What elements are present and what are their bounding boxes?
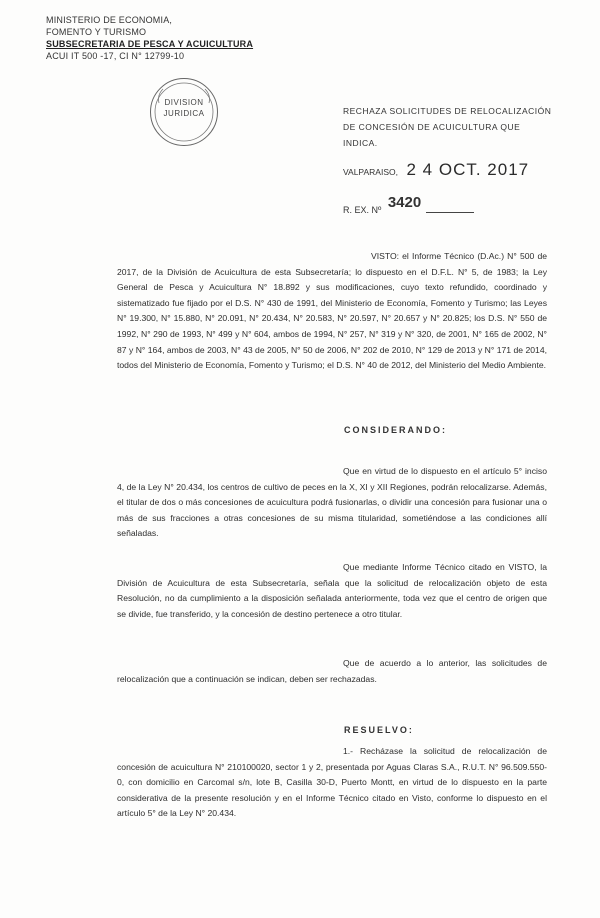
resolution-prefix: R. EX. Nº (343, 205, 382, 215)
stamp-line-1: DIVISION (164, 98, 204, 107)
date-line (343, 160, 529, 180)
considerando-paragraph-3: Que de acuerdo a lo anterior, las solicitudes de relocalización que a continuación se indican, deben ser rechazadas. (117, 658, 547, 684)
ministry-line: MINISTERIO DE ECONOMIA, (46, 15, 173, 25)
considerando-paragraph-1: Que en virtud de lo dispuesto en el artículo 5° inciso 4, de la Ley N° 20.434, los centros de cultivo de peces en la X, XI y XII Regiones, podrán relocalizarse. Además, el titular de dos o más concesiones de acuicultura podrá fusionarlas, o dividir una concesión para fusionar una o más de sus fracciones a otras concesiones de su misma titularidad, sometiéndose a las condiciones allí señaladas. (117, 466, 547, 539)
stamp-text (151, 97, 217, 119)
subsecretaria-line: SUBSECRETARIA DE PESCA Y ACUICULTURA (46, 39, 254, 49)
resuelvo-paragraph-1: 1.- Recházase la solicitud de relocalización de concesión de acuicultura N° 210100020, sector 1 y 2, presentada por Aguas Claras S.A., R.U.T. N° 96.509.550-0, con domicilio en Carcomal s/n, lote B, Casilla 30-D, Puerto Montt, en virtud de lo dispuesto en la parte considerativa de la presente resolución y en el Informe Técnico citado en Visto, conforme lo dispuesto en el artículo 5° de la Ley N° 20.434. (117, 746, 547, 819)
resolution-underline (426, 212, 474, 213)
resolution-number (343, 194, 474, 217)
resolution-value: 3420 (387, 194, 422, 211)
division-juridica-stamp (150, 78, 218, 146)
reference-line: ACUI IT 500 -17, CI N° 12799-10 (46, 51, 185, 61)
document-title: RECHAZA SOLICITUDES DE RELOCALIZACIÓN DE CONCESIÓN DE ACUICULTURA QUE INDICA. (343, 106, 552, 148)
resuelvo-heading: RESUELVO: (344, 725, 414, 735)
date-city: VALPARAISO, (343, 167, 398, 177)
visto-paragraph: VISTO: el Informe Técnico (D.Ac.) N° 500 de 2017, de la División de Acuicultura de esta Subsecretaría; lo dispuesto en el D.F.L. N° 5, de 1983; la Ley General de Pesca y Acuicultura N° 18.892 y sus modificaciones, cuyo texto refundido, coordinado y sistematizado fue fijado por el D.S. N° 430 de 1991, del Ministerio de Economía, Fomento y Turismo; las Leyes N° 19.300, N° 15.880, N° 20.091, N° 20.434, N° 20.583, N° 20.597, N° 20.657 y N° 20.825; los D.S. N° 550 de 1992, N° 290 de 1993, N° 499 y N° 604, ambos de 1994, N° 257, N° 319 y N° 320, de 2001, N° 165 de 2002, N° 87 y N° 164, ambos de 2003, N° 43 de 2005, N° 50 de 2006, N° 202 de 2010, N° 129 de 2013 y N° 171 de 2014, todos del Ministerio de Economía, Fomento y Turismo; el D.S. N° 40 de 2012, del Ministerio del Medio Ambiente. (117, 251, 547, 371)
considerando-heading: CONSIDERANDO: (344, 425, 448, 435)
ministry-line-2: FOMENTO Y TURISMO (46, 27, 147, 37)
ministry-header (46, 14, 253, 62)
date-stamp: 2 4 OCT. 2017 (406, 160, 530, 179)
stamp-line-2: JURIDICA (163, 109, 205, 118)
considerando-paragraph-2: Que mediante Informe Técnico citado en VISTO, la División de Acuicultura de esta Subsecretaría, señala que la solicitud de relocalización objeto de esta Resolución, no da cumplimiento a la disposición señalada anteriormente, toda vez que el centro de origen que se divide, fue transferido, y la concesión de destino pertenece a otro titular. (117, 562, 547, 619)
